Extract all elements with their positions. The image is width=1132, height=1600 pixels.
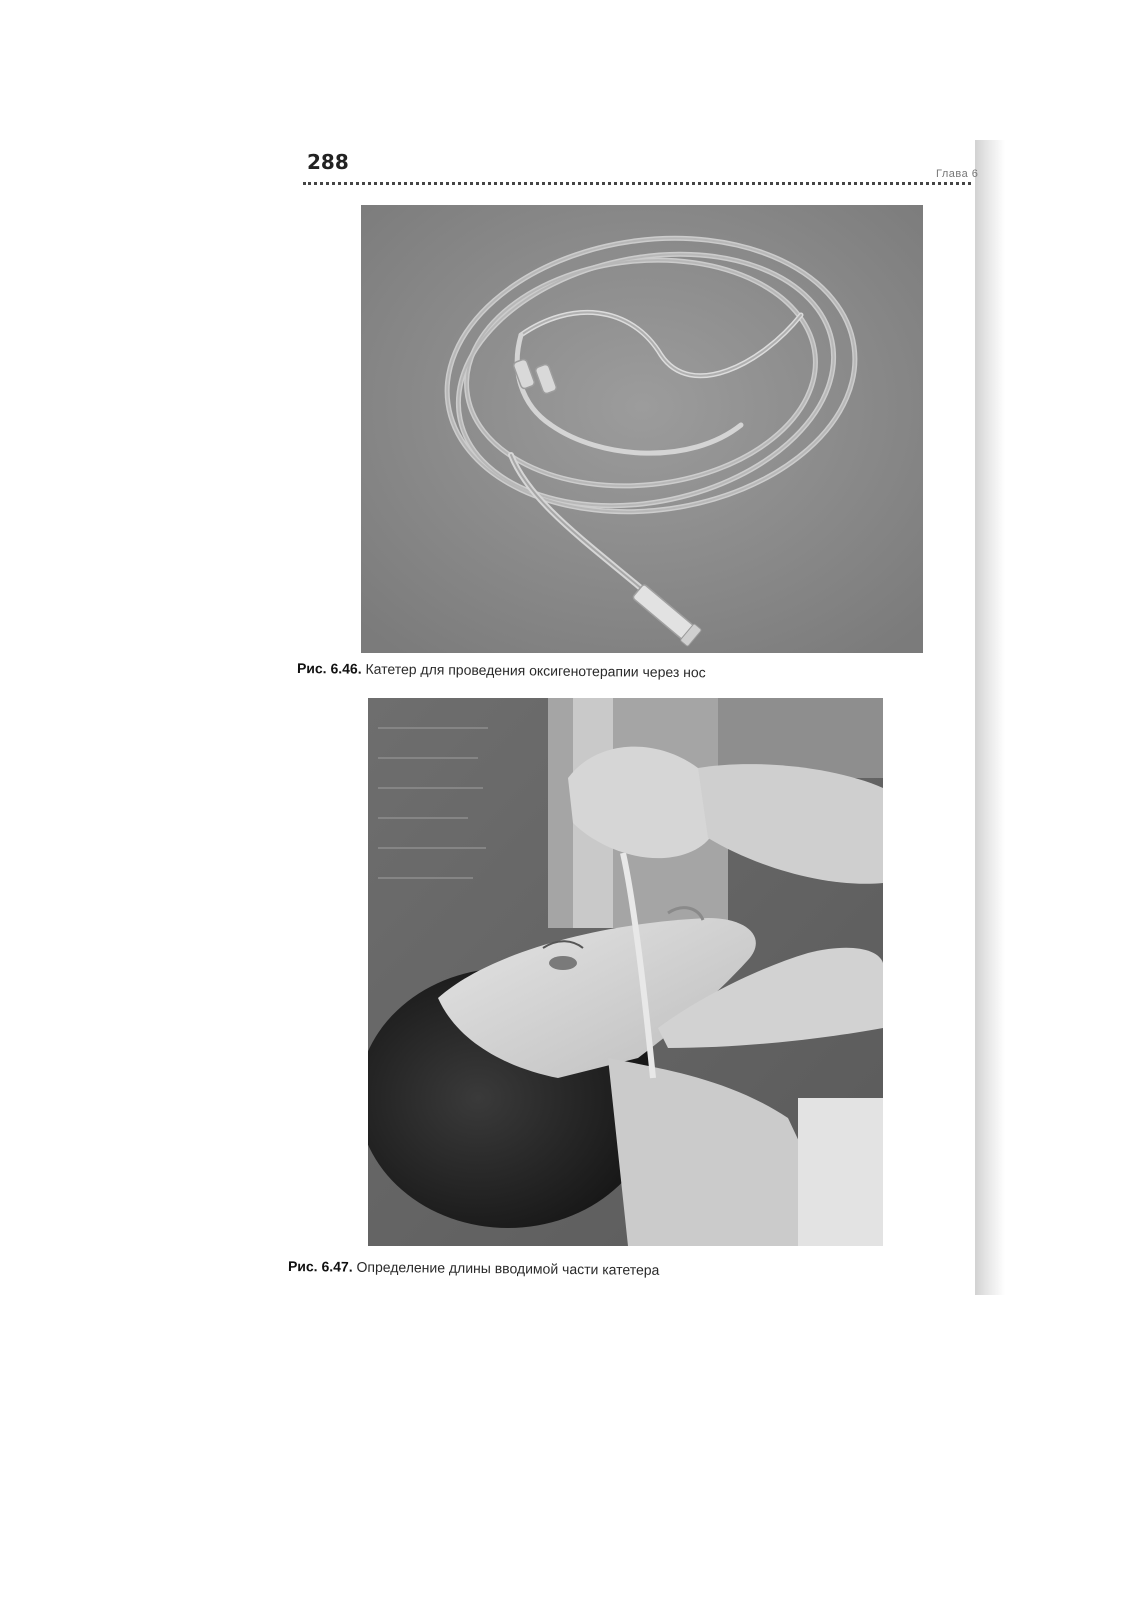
page-edge-shadow xyxy=(975,140,1005,1295)
header-dotted-rule xyxy=(303,182,971,185)
figure-caption-6-47 xyxy=(288,1258,660,1278)
figure-label: Рис. 6.47. xyxy=(287,1258,353,1275)
figure-caption-text: Определение длины вводимой части катетера xyxy=(356,1258,660,1278)
figure-caption-6-46 xyxy=(297,660,706,680)
nasal-catheter-illustration xyxy=(361,205,923,653)
figure-caption-text: Катетер для проведения оксигенотерапии через нос xyxy=(365,660,706,681)
figure-catheter-length-photo xyxy=(368,698,883,1246)
chapter-label: Глава 6 xyxy=(936,168,979,180)
figure-nasal-catheter-photo xyxy=(361,205,923,653)
figure-label: Рис. 6.46. xyxy=(296,660,362,677)
page-number: 288 xyxy=(307,150,349,174)
mannequin-measurement-illustration xyxy=(368,698,883,1246)
